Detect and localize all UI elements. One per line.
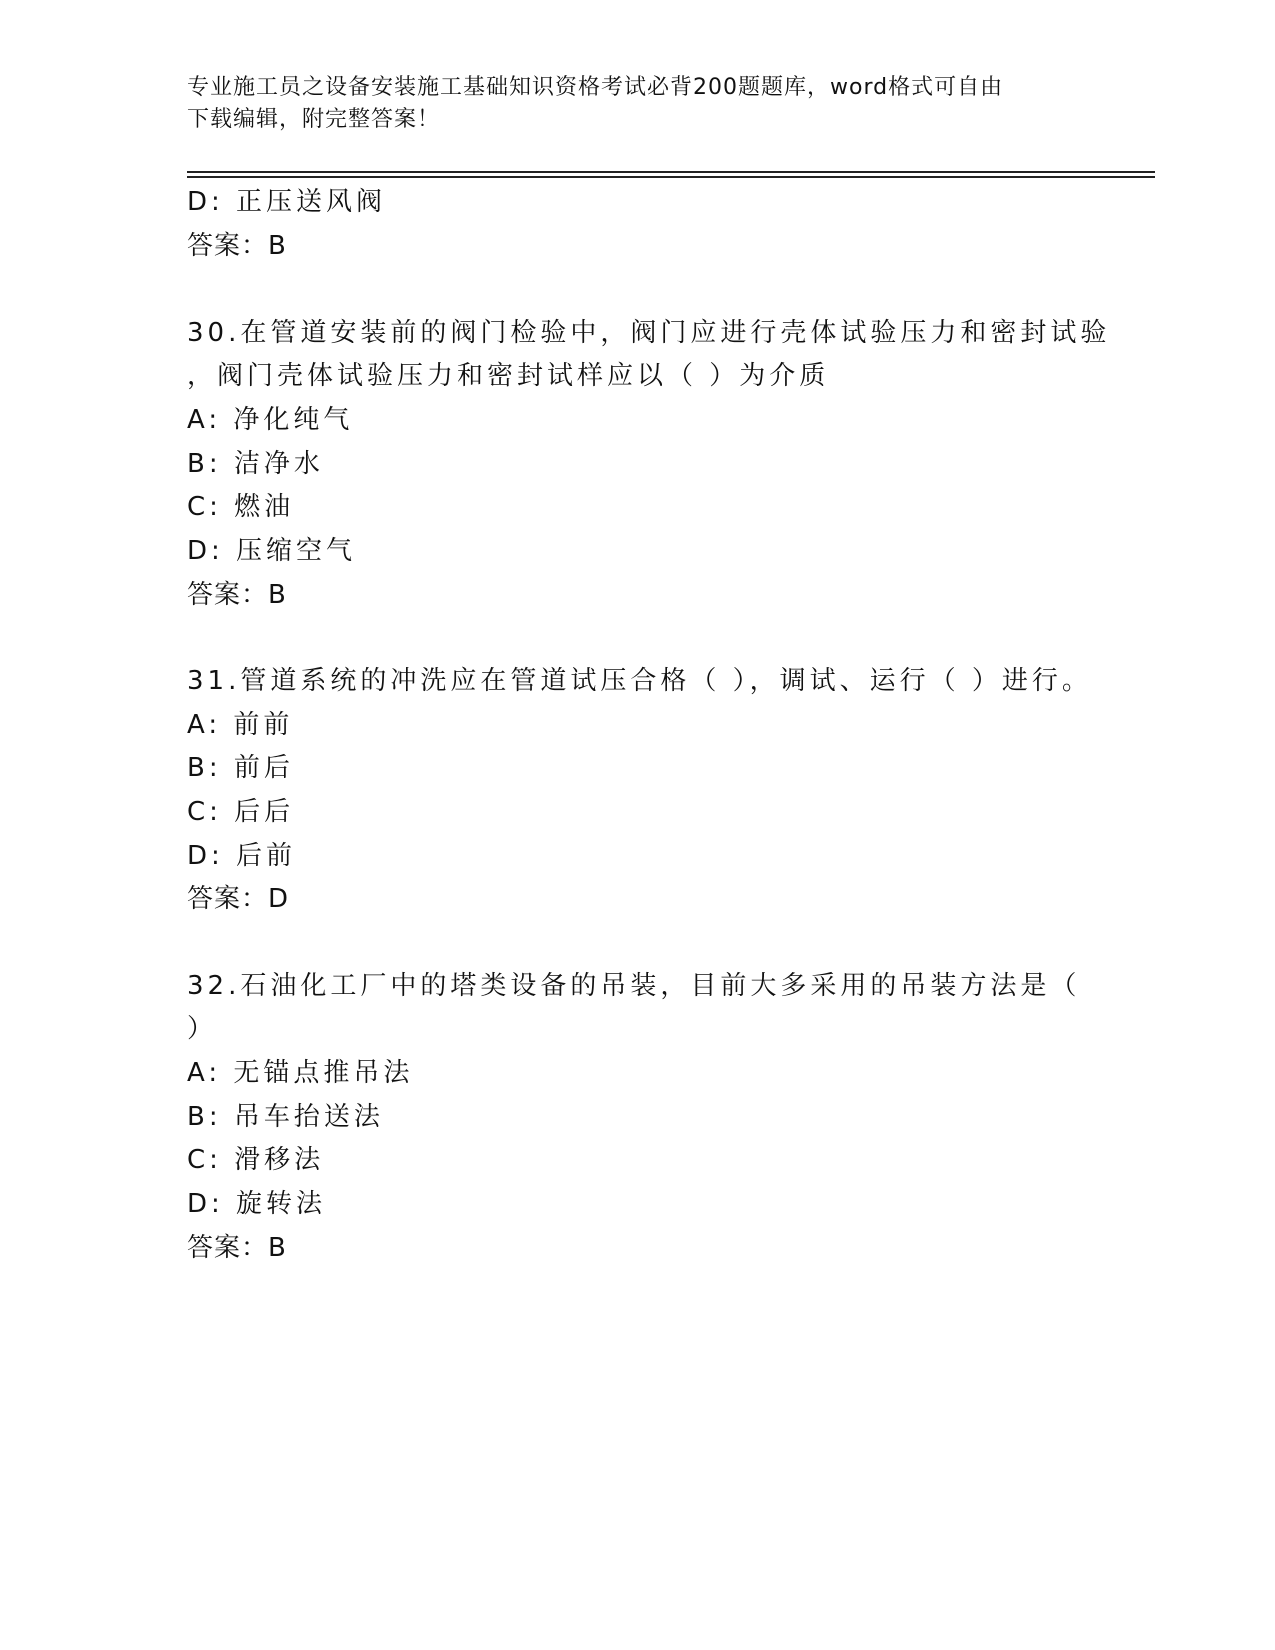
document-title-line-1: 专业施工员之设备安装施工基础知识资格考试必背200题题库，word格式可自由 bbox=[187, 75, 1004, 100]
q32-option-b: B: 吊车抬送法 bbox=[187, 1102, 384, 1132]
q32-option-a: A: 无锚点推吊法 bbox=[187, 1058, 414, 1088]
q31-option-c: C: 后后 bbox=[187, 797, 295, 827]
q32-option-c: C: 滑移法 bbox=[187, 1145, 325, 1175]
q30-answer: 答案：B bbox=[187, 580, 287, 610]
q31-stem-line-1: 31.管道系统的冲洗应在管道试压合格（ ），调试、运行（ ）进行。 bbox=[187, 666, 1092, 696]
q31-option-d: D: 后前 bbox=[187, 841, 297, 871]
q30-stem-line-2: ，阀门壳体试验压力和密封试样应以（ ）为介质 bbox=[187, 361, 830, 391]
q31-answer: 答案：D bbox=[187, 884, 290, 914]
q30-stem-line-1: 30.在管道安装前的阀门检验中，阀门应进行壳体试验压力和密封试验 bbox=[187, 318, 1111, 348]
q30-option-b: B: 洁净水 bbox=[187, 449, 324, 479]
document-title-line-2: 下载编辑，附完整答案！ bbox=[187, 107, 441, 132]
header-rule-bottom bbox=[187, 176, 1155, 178]
prev-option-d: D: 正压送风阀 bbox=[187, 187, 387, 217]
q31-option-a: A: 前前 bbox=[187, 710, 294, 740]
q32-option-d: D: 旋转法 bbox=[187, 1189, 327, 1219]
q31-option-b: B: 前后 bbox=[187, 753, 294, 783]
q32-stem-line-1: 32.石油化工厂中的塔类设备的吊装，目前大多采用的吊装方法是（ bbox=[187, 971, 1081, 1001]
q30-option-c: C: 燃油 bbox=[187, 492, 295, 522]
header-rule-top bbox=[187, 171, 1155, 173]
q32-stem-line-2: ） bbox=[187, 1014, 218, 1044]
prev-answer: 答案：B bbox=[187, 231, 287, 261]
q30-option-a: A: 净化纯气 bbox=[187, 405, 354, 435]
q30-option-d: D: 压缩空气 bbox=[187, 536, 357, 566]
q32-answer: 答案：B bbox=[187, 1233, 287, 1263]
